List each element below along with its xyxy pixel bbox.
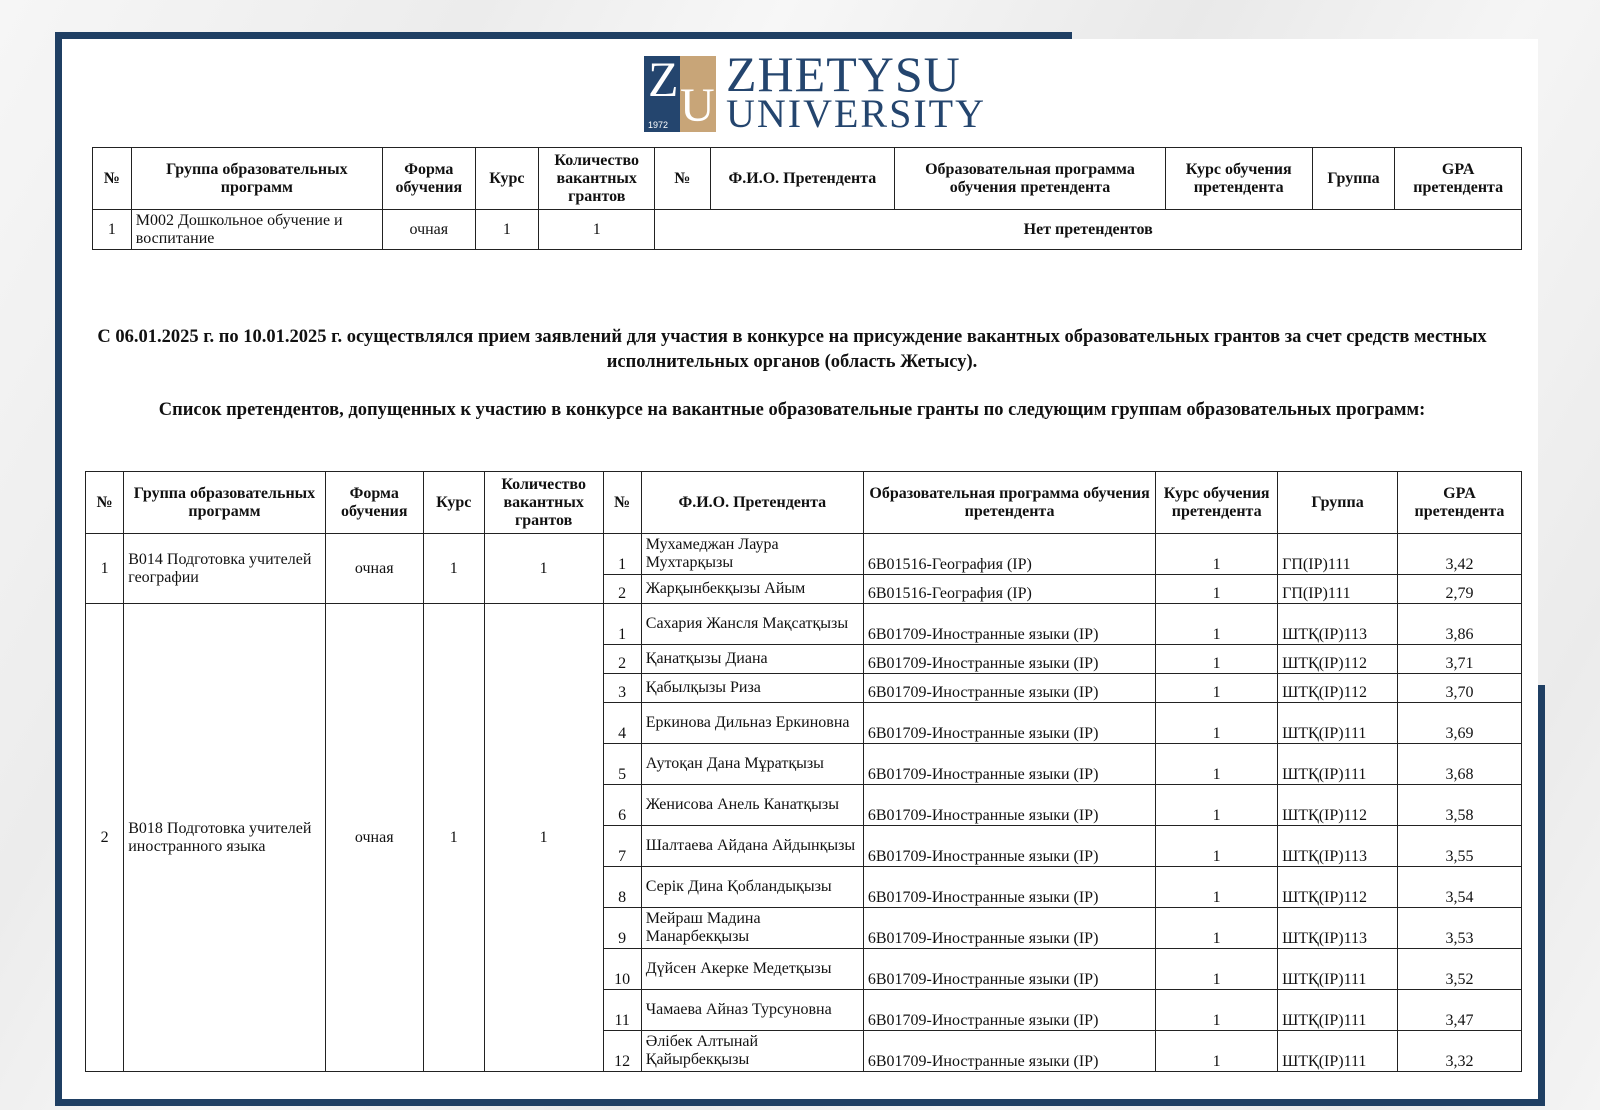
candidate-n-cell: 3 [603,674,641,703]
candidate-course-cell: 1 [1156,604,1278,645]
candidate-program-cell: 6В01709-Иностранные языки (IP) [863,744,1155,785]
header-num: № [93,148,132,210]
notice-application-period: С 06.01.2025 г. по 10.01.2025 г. осуществлялся прием заявлений для участия в конкурсе на присуждение вакантных образовательных грантов за счет средств местных исполнительных органов (область Жетысу). [97,327,1487,372]
candidate-group-cell: ШТҚ(IP)113 [1278,604,1398,645]
candidate-program-cell: 6В01709-Иностранные языки (IP) [863,1031,1155,1072]
frame-line-left [55,32,62,1106]
header-form: Форма обучения [325,472,423,534]
candidate-fio-cell: Қанатқызы Диана [641,645,863,674]
candidate-program-cell: 6В01709-Иностранные языки (IP) [863,908,1155,949]
no-candidates-label: Нет претендентов [655,210,1522,250]
header-program: Образовательная программа обучения претендента [863,472,1155,534]
candidate-n-cell: 1 [603,534,641,575]
candidate-program-cell: 6В01516-География (IP) [863,534,1155,575]
candidate-fio-cell: Еркинова Дильназ Еркиновна [641,703,863,744]
group-num-cell: 1 [86,534,124,604]
header-course: Курс [423,472,484,534]
group-group-cell: В018 Подготовка учителей иностранного языка [124,604,325,1072]
candidate-n-cell: 4 [603,703,641,744]
candidate-course-cell: 1 [1156,826,1278,867]
logo-mark [644,51,716,132]
header-group2: Группа [1312,148,1395,210]
candidate-program-cell: 6В01709-Иностранные языки (IP) [863,949,1155,990]
logo-wordmark [726,46,986,136]
frame-line-right [1538,685,1545,1106]
candidate-gpa-cell: 3,86 [1397,604,1521,645]
table-candidates [85,471,1522,1072]
frame-line-top [55,32,1072,39]
candidate-course-cell: 1 [1156,990,1278,1031]
header-form: Форма обучения [382,148,475,210]
candidates-body [86,534,1522,1072]
candidate-fio-cell: Мухамеджан Лаура Мухтарқызы [641,534,863,575]
candidate-group-cell: ШТҚ(IP)112 [1278,674,1398,703]
header-group: Группа образовательных программ [124,472,325,534]
candidate-group-cell: ГП(IP)111 [1278,575,1398,604]
header-num2: № [603,472,641,534]
logo-brand-line1: ZHETYSU [726,46,961,102]
candidate-course-cell: 1 [1156,703,1278,744]
group-course-cell: 1 [423,604,484,1072]
table-row [93,210,1522,250]
candidate-program-cell: 6В01709-Иностранные языки (IP) [863,674,1155,703]
table-header-row [86,472,1522,534]
candidate-group-cell: ШТҚ(IP)112 [1278,867,1398,908]
cell-course: 1 [475,210,538,250]
header-fio: Ф.И.О. Претендента [710,148,895,210]
header-program: Образовательная программа обучения претендента [895,148,1165,210]
notice-candidates-list: Список претендентов, допущенных к участию в конкурсе на вакантные образовательные гранты по следующим группам образовательных программ: [158,400,1426,420]
frame-line-bottom [55,1099,1545,1106]
candidate-gpa-cell: 3,32 [1397,1031,1521,1072]
candidate-course-cell: 1 [1156,949,1278,990]
candidate-program-cell: 6В01516-География (IP) [863,575,1155,604]
group-group-cell: В014 Подготовка учителей географии [124,534,325,604]
candidate-fio-cell: Әлібек Алтынай Қайырбекқызы [641,1031,863,1072]
candidate-gpa-cell: 2,79 [1397,575,1521,604]
candidate-group-cell: ШТҚ(IP)113 [1278,826,1398,867]
header-num2: № [655,148,710,210]
candidate-n-cell: 10 [603,949,641,990]
candidate-group-cell: ШТҚ(IP)112 [1278,785,1398,826]
logo-brand-line2: UNIVERSITY [726,91,986,136]
candidate-gpa-cell: 3,68 [1397,744,1521,785]
candidate-fio-cell: Чамаева Айназ Турсуновна [641,990,863,1031]
candidate-n-cell: 7 [603,826,641,867]
header-grants: Количество вакантных грантов [484,472,603,534]
group-form-cell: очная [325,604,423,1072]
candidate-group-cell: ШТҚ(IP)111 [1278,1031,1398,1072]
document-page [62,39,1538,1099]
candidate-program-cell: 6В01709-Иностранные языки (IP) [863,645,1155,674]
group-grants-cell: 1 [484,604,603,1072]
candidate-fio-cell: Сахария Жансля Мақсатқызы [641,604,863,645]
candidate-group-cell: ШТҚ(IP)111 [1278,744,1398,785]
candidate-n-cell: 11 [603,990,641,1031]
candidate-course-cell: 1 [1156,645,1278,674]
header-fio: Ф.И.О. Претендента [641,472,863,534]
candidate-program-cell: 6В01709-Иностранные языки (IP) [863,826,1155,867]
cell-form: очная [382,210,475,250]
header-group2: Группа [1278,472,1398,534]
header-course: Курс [475,148,538,210]
candidate-fio-cell: Аутоқан Дана Мұратқызы [641,744,863,785]
candidate-course-cell: 1 [1156,908,1278,949]
group-grants-cell: 1 [484,534,603,604]
candidate-gpa-cell: 3,53 [1397,908,1521,949]
candidate-gpa-cell: 3,52 [1397,949,1521,990]
logo-year: 1972 [648,120,669,130]
candidate-n-cell: 12 [603,1031,641,1072]
logo-letter-u: U [680,79,715,132]
candidate-n-cell: 8 [603,867,641,908]
candidate-fio-cell: Шалтаева Айдана Айдынқызы [641,826,863,867]
candidate-program-cell: 6В01709-Иностранные языки (IP) [863,867,1155,908]
candidate-fio-cell: Жарқынбекқызы Айым [641,575,863,604]
header-grants: Количество вакантных грантов [539,148,655,210]
header-gpa: GPA претендента [1397,472,1521,534]
candidate-fio-cell: Қабылқызы Риза [641,674,863,703]
candidate-program-cell: 6В01709-Иностранные языки (IP) [863,785,1155,826]
candidate-group-cell: ШТҚ(IP)113 [1278,908,1398,949]
university-logo [644,46,986,136]
header-course2: Курс обучения претендента [1156,472,1278,534]
table-row [86,534,1522,575]
candidate-group-cell: ШТҚ(IP)111 [1278,990,1398,1031]
candidate-gpa-cell: 3,71 [1397,645,1521,674]
table-row [86,604,1522,645]
candidate-course-cell: 1 [1156,575,1278,604]
candidate-gpa-cell: 3,70 [1397,674,1521,703]
table-no-candidates [92,147,1522,250]
candidate-fio-cell: Женисова Анель Канатқызы [641,785,863,826]
candidate-program-cell: 6В01709-Иностранные языки (IP) [863,990,1155,1031]
candidate-course-cell: 1 [1156,867,1278,908]
candidate-fio-cell: Дүйсен Акерке Медетқызы [641,949,863,990]
candidate-course-cell: 1 [1156,785,1278,826]
candidate-course-cell: 1 [1156,674,1278,703]
cell-grants: 1 [539,210,655,250]
candidate-n-cell: 9 [603,908,641,949]
candidate-fio-cell: Мейраш Мадина Манарбекқызы [641,908,863,949]
group-num-cell: 2 [86,604,124,1072]
candidate-course-cell: 1 [1156,1031,1278,1072]
candidate-course-cell: 1 [1156,744,1278,785]
table-header-row [93,148,1522,210]
cell-num: 1 [93,210,132,250]
candidate-program-cell: 6В01709-Иностранные языки (IP) [863,703,1155,744]
candidate-course-cell: 1 [1156,534,1278,575]
candidate-n-cell: 6 [603,785,641,826]
candidate-n-cell: 2 [603,575,641,604]
candidate-n-cell: 5 [603,744,641,785]
candidate-n-cell: 2 [603,645,641,674]
group-form-cell: очная [325,534,423,604]
header-num: № [86,472,124,534]
candidate-gpa-cell: 3,55 [1397,826,1521,867]
candidate-gpa-cell: 3,58 [1397,785,1521,826]
candidate-fio-cell: Серік Дина Қобландықызы [641,867,863,908]
candidate-group-cell: ГП(IP)111 [1278,534,1398,575]
candidate-gpa-cell: 3,54 [1397,867,1521,908]
header-gpa: GPA претендента [1395,148,1522,210]
candidate-group-cell: ШТҚ(IP)111 [1278,949,1398,990]
candidate-group-cell: ШТҚ(IP)111 [1278,703,1398,744]
candidate-program-cell: 6В01709-Иностранные языки (IP) [863,604,1155,645]
header-group: Группа образовательных программ [131,148,382,210]
candidate-gpa-cell: 3,69 [1397,703,1521,744]
candidate-gpa-cell: 3,47 [1397,990,1521,1031]
candidate-n-cell: 1 [603,604,641,645]
group-course-cell: 1 [423,534,484,604]
candidate-gpa-cell: 3,42 [1397,534,1521,575]
candidate-group-cell: ШТҚ(IP)112 [1278,645,1398,674]
cell-group: М002 Дошкольное обучение и воспитание [131,210,382,250]
header-course2: Курс обучения претендента [1165,148,1312,210]
logo-letter-z: Z [648,51,679,107]
